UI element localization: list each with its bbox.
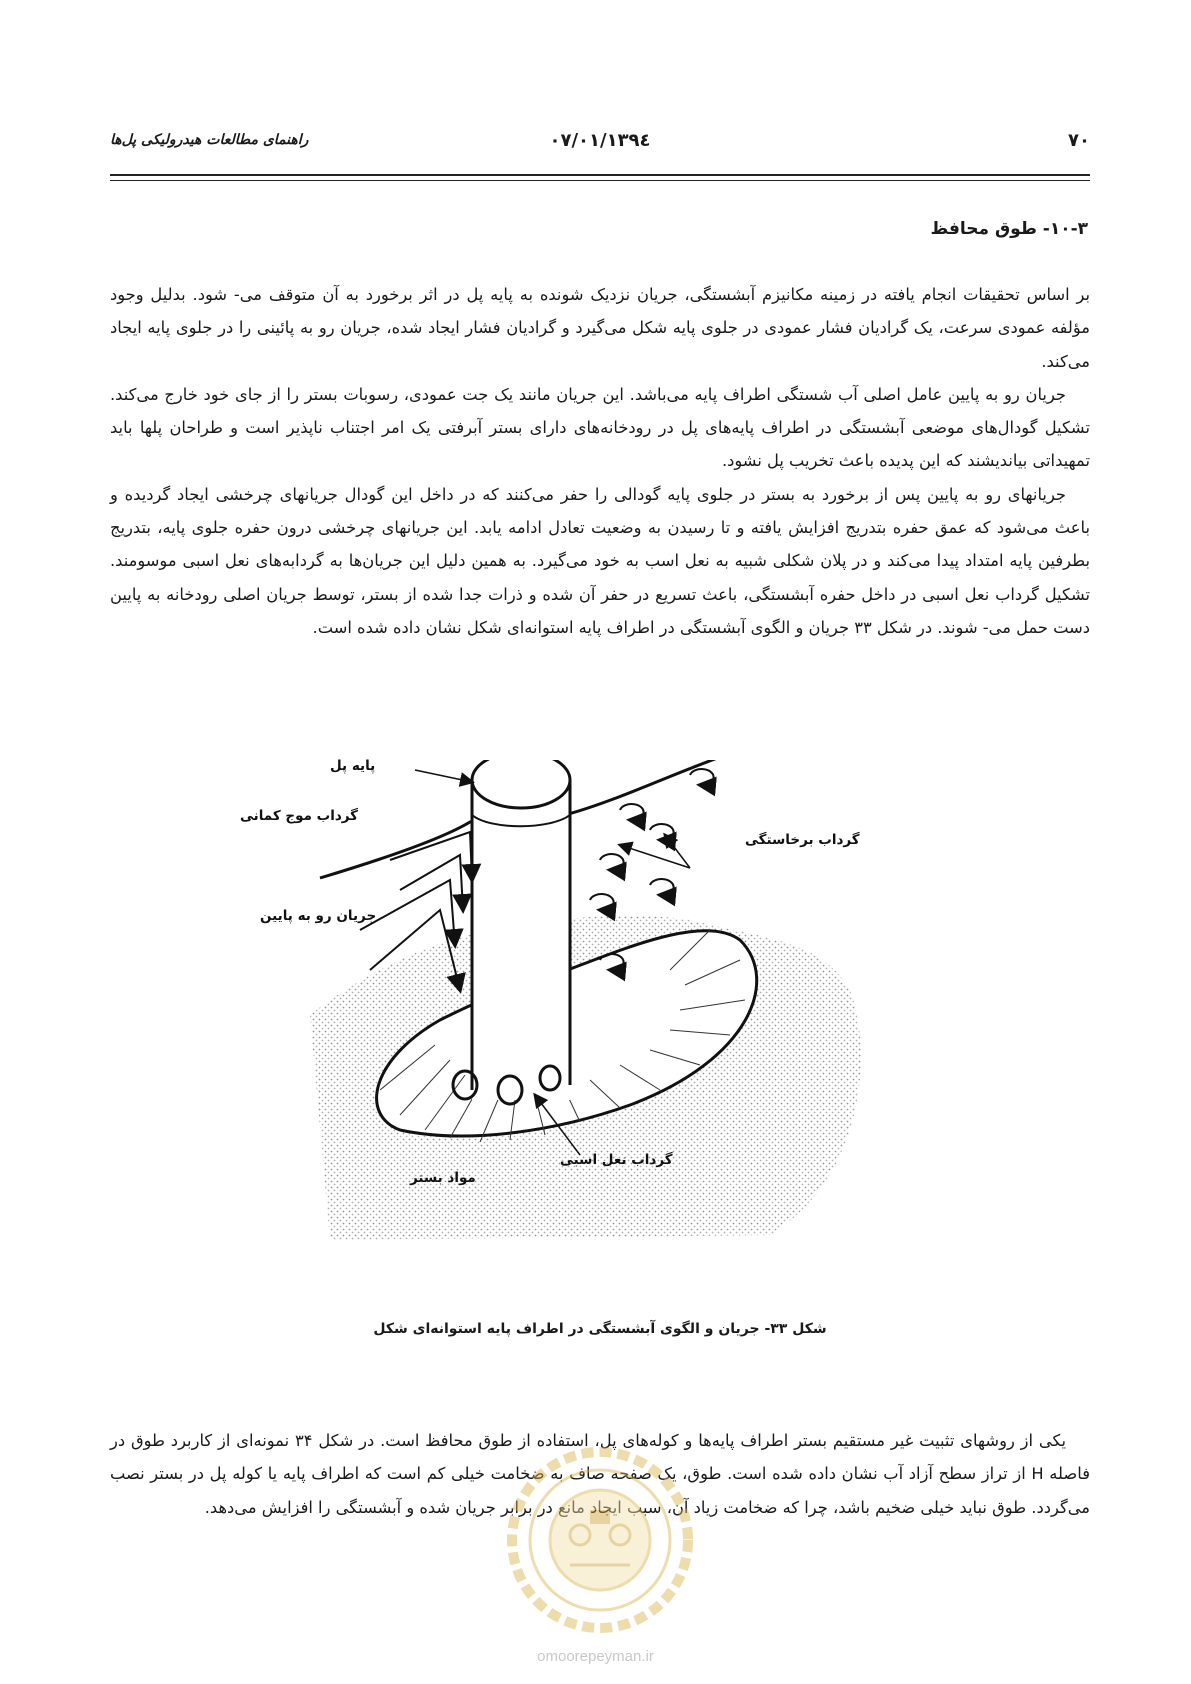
website-watermark: omoorepeyman.ir (537, 1648, 654, 1665)
label-downflow: جریان رو به پایین (260, 908, 377, 924)
scour-figure (240, 758, 930, 1250)
header-rule-thin (110, 180, 1090, 181)
pier-body (472, 780, 570, 1100)
watermark-seal (500, 1440, 700, 1640)
pier-top (472, 760, 570, 808)
paragraph: بر اساس تحقیقات انجام یافته در زمینه مکانیزم آبشستگی، جریان نزدیک شونده به پایه پل در اثر برخورد به آن متوقف می- شود. بدلیل وجود مؤلفه عمودی سرعت، یک گرادیان فشار عمودی در جلوی پایه شکل می‌گیرد و گرادیان فشار ایجاد شده، جریان رو به پائینی را در جلوی پایه ایجاد می‌کند. (110, 285, 1090, 371)
label-wake-vortex: گرداب برخاستگی (745, 832, 860, 848)
label-bed-material: مواد بستر (410, 1170, 476, 1186)
body-text-top (110, 278, 1090, 644)
label-pier: پایه پل (330, 758, 376, 774)
paragraph: یکی از روشهای تثبیت غیر مستقیم بستر اطراف پایه‌ها و کوله‌های پل، استفاده از طوق محافظ است. در شکل ۳۴ نمونه‌ای از کاربرد طوق در فاصله H از تراز سطح آزاد آب نشان داده شده است. طوق، یک صفحه صاف به ضخامت خیلی کم است که اطراف پایه یا کوله پل در بستر نصب می‌گردد. طوق نباید خیلی ضخیم باشد، چرا که ضخامت زیاد آن، سبب ایجاد مانع در برابر جریان شده و آبشستگی را افزایش می‌دهد. (110, 1431, 1090, 1517)
book-title: راهنمای مطالعات هیدرولیکی پل‌ها (110, 132, 309, 148)
paragraph: جریانهای رو به پایین پس از برخورد به بستر در جلوی پایه گودالی را حفر می‌کنند که در داخل این گودال جریانهای چرخشی ایجاد گردیده و باعث می‌شود که عمق حفره بتدریج افزایش یافته و تا رسیدن به وضعیت تعادل ادامه یابد. این جریانهای چرخشی درون حفره جلوی پایه، بتدریج بطرفین پایه امتداد پیدا می‌کند و در پلان شکلی شبیه به نعل اسب به خود می‌گیرد. به همین دلیل این جریان‌ها به گردابه‌های نعل اسبی موسومند. تشکیل گرداب نعل اسبی در داخل حفره آبشستگی، باعث تسریع در حفر آن شده و ذرات جدا شده از بستر، توسط جریان اصلی رودخانه به پایین دست حمل می- شوند. در شکل ۳۳ جریان و الگوی آبشستگی در اطراف پایه استوانه‌ای شکل نشان داده شده است. (110, 484, 1090, 637)
paragraph: جریان رو به پایین عامل اصلی آب شستگی اطراف پایه می‌باشد. این جریان مانند یک جت عمودی، رسوبات بستر را از جای خود خارج می‌کند. تشکیل گودال‌های موضعی آبشستگی در اطراف پایه‌های پل در رودخانه‌های دارای بستر آبرفتی یک امر اجتناب ناپذیر است و طراحان پلها باید تمهیداتی بیاندیشند که این پدیده باعث تخریب پل نشود. (110, 384, 1090, 471)
label-horseshoe-vortex: گرداب نعل اسبی (560, 1152, 673, 1168)
figure-caption: شکل ۳۳- جریان و الگوی آبشستگی در اطراف پایه استوانه‌ای شکل (373, 1321, 827, 1337)
header-rule-thick (110, 174, 1090, 176)
header-date: ۱۳۹٤/۰۷/۰۱ (549, 130, 651, 151)
page-number: ۷۰ (1068, 130, 1090, 151)
label-bow-wave-vortex: گرداب موج کمانی (240, 808, 359, 824)
section-title: ۱۰-۳- طوق محافظ (930, 219, 1088, 239)
page-header (110, 130, 1090, 158)
